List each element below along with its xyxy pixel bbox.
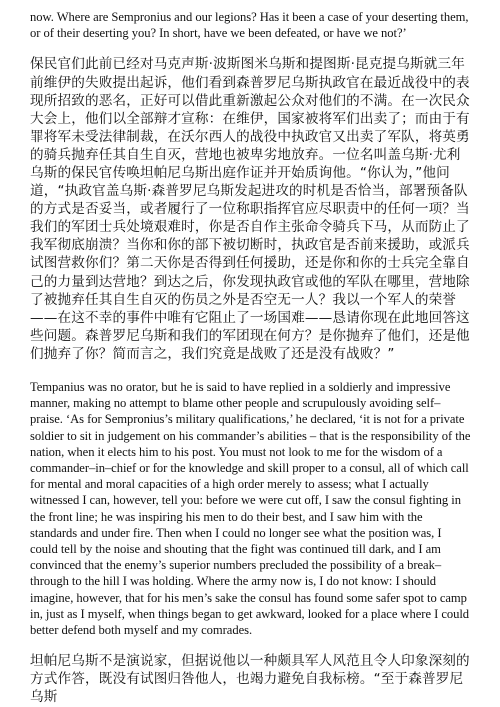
english-paragraph: Tempanius was no orator, but he is said to have replied in a soldierly and impressive manner, making no attempt to blame other people and scrupulously avoiding self–praise. ‘As for Sempronius’s military qualifications,’ he declared, ‘it is not for a private soldier to sit in judgement on his commander’s abilities – that is the responsibility of the nation, when it elects him to his post. You must not look to me for the wisdom of a commander–in–chief or for the knowledge and skill proper to a consul, all of which call for mental and moral capacities of a high order merely to assess; what I actually witnessed I can, however, tell you: before we were cut off, I saw the consul fighting in the front line; he was inspiring his men to do their best, and I saw him with the standards and under fire. Then when I could no longer see what the position was, I could tell by the noise and shouting that the fight was continued till dark, and I am convinced that the enemy’s superior numbers precluded the possibility of a break–through to the hill I was holding. Where the army now is, I do not know: I should imagine, however, that for his men’s sake the consul has found some safer spot to camp in, just as I myself, when things began to get awkward, looked for a place where I could better defend both myself and my comrades. [30,380,471,638]
chinese-paragraph: 保民官们此前已经对马克声斯·波斯图米乌斯和提图斯·昆克提乌斯就三年前维伊的失败提出起诉，他们看到森普罗尼乌斯执政官在最近战役中的表现所招致的恶名，正好可以借此重新激起公众对他们的不满。在一次民众大会上，他们以全部辩才宣称：在维伊，国家被将军们出卖了；而由于有罪将军未受法律制裁，在沃尔西人的战役中执政官又出卖了军队，将英勇的骑兵抛弃任其自生自灭，营地也被卑劣地放弃。一位名叫盖乌斯·尤利乌斯的保民官传唤坦帕尼乌斯出庭作证并开始质询他。“你认为，”他问道，“执政官盖乌斯·森普罗尼乌斯发起进攻的时机是否恰当，部署预备队的方式是否妥当，或者履行了一位称职指挥官应尽职责中的任何一项？当我们的军团士兵处境艰难时，你是否自作主张命令骑兵下马，从而防止了我军彻底崩溃？当你和你的部下被切断时，执政官是否前来援助，或派兵试图营救你们？第二天你是否得到任何援助，还是你和你的士兵完全靠自己的力量到达营地？到达之后，你发现执政官或他的军队在哪里，营地除了被抛弃任其自生自灭的伤员之外是否空无一人？我以一个军人的荣誉——在这不幸的事件中唯有它阻止了一场国难——恳请你现在此地回答这些问题。森普罗尼乌斯和我们的军团现在何方？是你抛弃了他们，还是他们抛弃了你？简而言之，我们究竟是战败了还是没有战败？” [30,56,470,362]
english-paragraph: now. Where are Sempronius and our legions? Has it been a case of your deserting them, or of their deserting you? In short, have we been defeated, or have we not?’ [30,10,469,41]
chinese-paragraph: 坦帕尼乌斯不是演说家，但据说他以一种颇具军人风范且令人印象深刻的方式作答，既没有试图归咎他人，也竭力避免自我标榜。“至于森普罗尼乌斯 [30,653,470,706]
